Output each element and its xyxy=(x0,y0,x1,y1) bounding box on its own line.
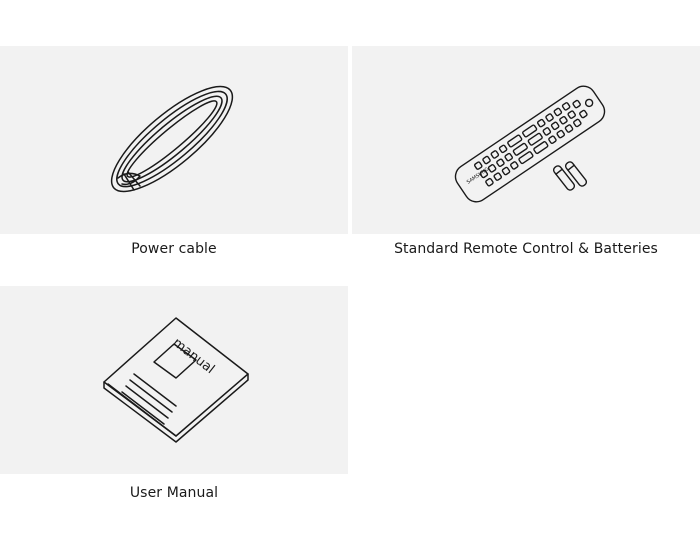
user-manual-panel xyxy=(0,286,348,474)
power-cable-label: Power cable xyxy=(131,241,217,257)
remote-control-panel xyxy=(352,46,700,234)
remote-brand-text: SAMSUNG xyxy=(465,166,491,186)
manual-cover-text: manual xyxy=(169,335,218,378)
remote-control-icon xyxy=(352,46,700,234)
user-manual-icon xyxy=(0,286,348,474)
power-cable-icon xyxy=(0,46,348,234)
user-manual-label: User Manual xyxy=(129,485,219,501)
power-cable-panel xyxy=(0,46,348,234)
accessory-remote-control xyxy=(352,0,700,270)
accessory-user-manual xyxy=(0,280,348,540)
accessory-power-cable xyxy=(0,0,348,270)
remote-control-label: Standard Remote Control & Batteries xyxy=(394,241,658,257)
